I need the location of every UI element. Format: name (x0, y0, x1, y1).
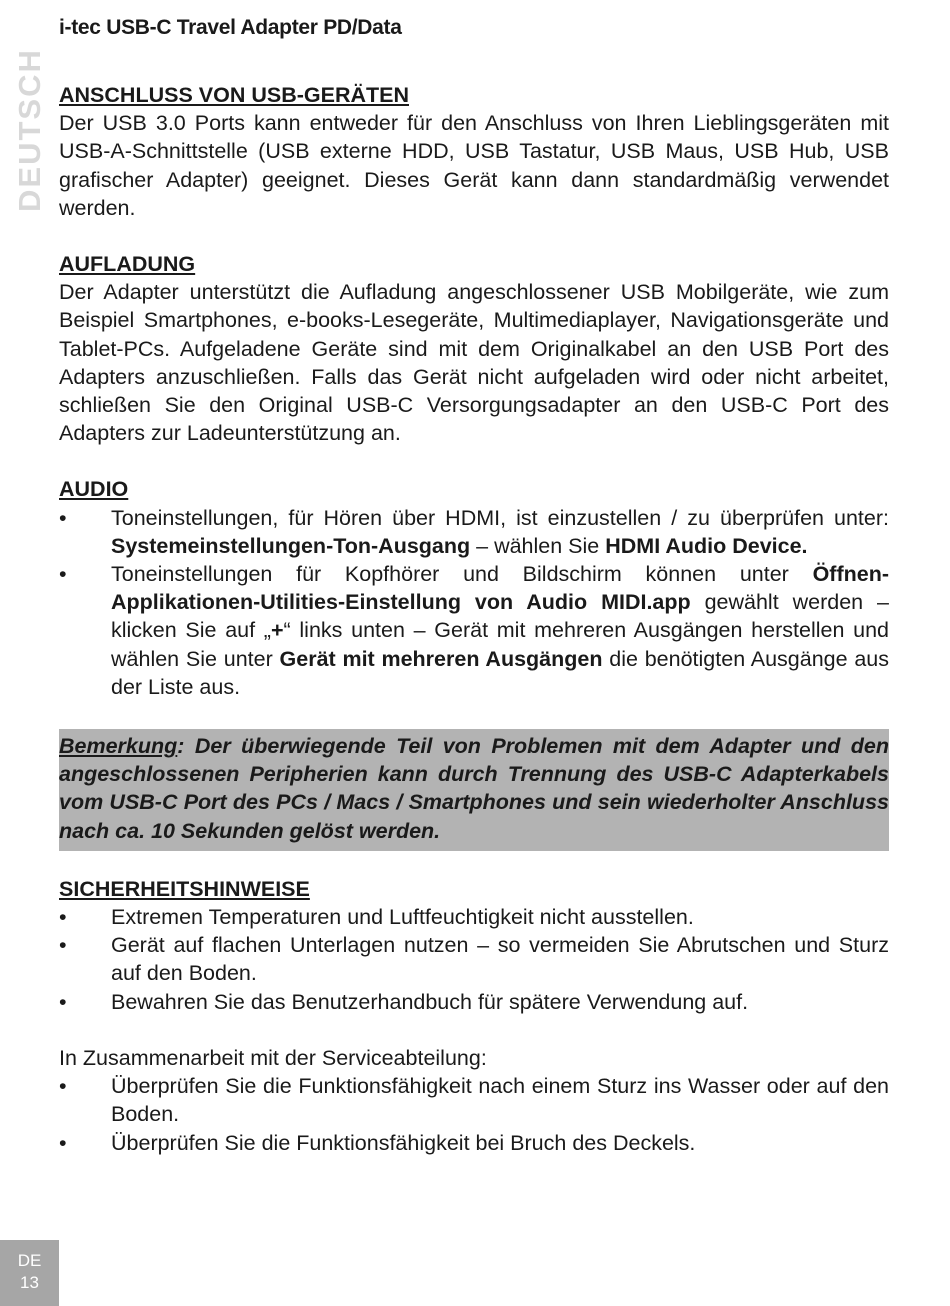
note-box (59, 729, 889, 851)
list-item-bold: Öffnen-Applikationen-Utilities-Einstellung von Audio MIDI.app (111, 562, 889, 615)
service-intro: In Zusammenarbeit mit der Serviceabteilung: (59, 1045, 487, 1070)
audio-list (59, 504, 889, 701)
list-item (59, 504, 889, 560)
list-item (59, 560, 889, 701)
list-item-text: “ links unten – Gerät mit mehreren Ausgängen herstellen und wählen Sie unter (111, 618, 889, 671)
section-heading-charging: AUFLADUNG (59, 252, 196, 277)
note-text: : Der überwiegende Teil von Problemen mit dem Adapter und den angeschlossenen Peripherien kann durch Trennung des USB-C Adapterkabels vom USB-C Port des PCs / Macs / Smartphones und sein wiederholter Anschluss nach ca. 10 Sekunden gelöst werden. (59, 734, 889, 843)
page-number-badge (0, 1240, 59, 1306)
language-side-label: DEUTSCH (12, 48, 47, 212)
list-item: • Überprüfen Sie die Funktionsfähigkeit bei Bruch des Deckels. (59, 1129, 889, 1157)
section-safety (59, 875, 889, 1157)
list-item: • Überprüfen Sie die Funktionsfähigkeit nach einem Sturz ins Wasser oder auf den Boden. (59, 1072, 889, 1128)
note-label: Bemerkung (59, 734, 178, 759)
list-item-bold: Gerät mit mehreren Ausgängen (279, 646, 603, 671)
service-list (59, 1072, 889, 1157)
list-item: • Extremen Temperaturen und Luftfeuchtigkeit nicht ausstellen. (59, 903, 889, 931)
list-item-text: die benötigten Ausgänge aus der Liste aus. (111, 646, 889, 699)
section-text-usb: Der USB 3.0 Ports kann entweder für den Anschluss von Ihren Lieblingsgeräten mit USB-A-Schnittstelle (USB externe HDD, USB Tastatur, USB Maus, USB Hub, USB grafischer Adapter) geeignet. Dieses Gerät kann dann standardmäßig verwendet werden. (59, 111, 889, 220)
list-item: • Gerät auf flachen Unterlagen nutzen – so vermeiden Sie Abrutschen und Sturz auf den Boden. (59, 931, 889, 987)
section-heading-audio: AUDIO (59, 477, 129, 502)
section-heading-usb: ANSCHLUSS VON USB-GERÄTEN (59, 83, 409, 107)
list-item-bold: HDMI Audio Device. (605, 533, 808, 558)
page-number: 13 (20, 1273, 39, 1292)
list-item: • Bewahren Sie das Benutzerhandbuch für spätere Verwendung auf. (59, 988, 889, 1016)
list-item-text: gewählt werden – klicken Sie auf „ (111, 590, 889, 643)
list-item-bold: Systemeinstellungen-Ton-Ausgang (111, 533, 471, 558)
list-item-text: Toneinstellungen für Kopfhörer und Bildschirm können unter (111, 562, 813, 587)
section-heading-safety: SICHERHEITSHINWEISE (59, 876, 310, 901)
safety-list (59, 903, 889, 1016)
manual-content (59, 81, 889, 1157)
list-item-text: – wählen Sie (470, 533, 606, 558)
document-title: i-tec USB-C Travel Adapter PD/Data (59, 16, 402, 39)
section-audio (59, 475, 889, 701)
list-item-bold: + (270, 618, 284, 643)
list-item-text: Toneinstellungen, für Hören über HDMI, ist einzustellen / zu überprüfen unter: (111, 505, 889, 530)
section-charging (59, 250, 889, 447)
section-usb (59, 81, 889, 222)
section-text-charging: Der Adapter unterstützt die Aufladung angeschlossener USB Mobilgeräte, wie zum Beispiel Smartphones, e-books-Lesegeräte, Multimediaplayer, Navigationsgeräte und Tablet-PCs. Aufgeladene Geräte sind mit dem Originalkabel an den USB Port des Adapters anzuschließen. Falls das Gerät nicht aufgeladen wird oder nicht arbeitet, schließen Sie den Original USB-C Versorgungsadapter an den USB-C Port des Adapters zur Ladeunterstützung an. (59, 280, 889, 446)
page-language: DE (17, 1251, 42, 1270)
